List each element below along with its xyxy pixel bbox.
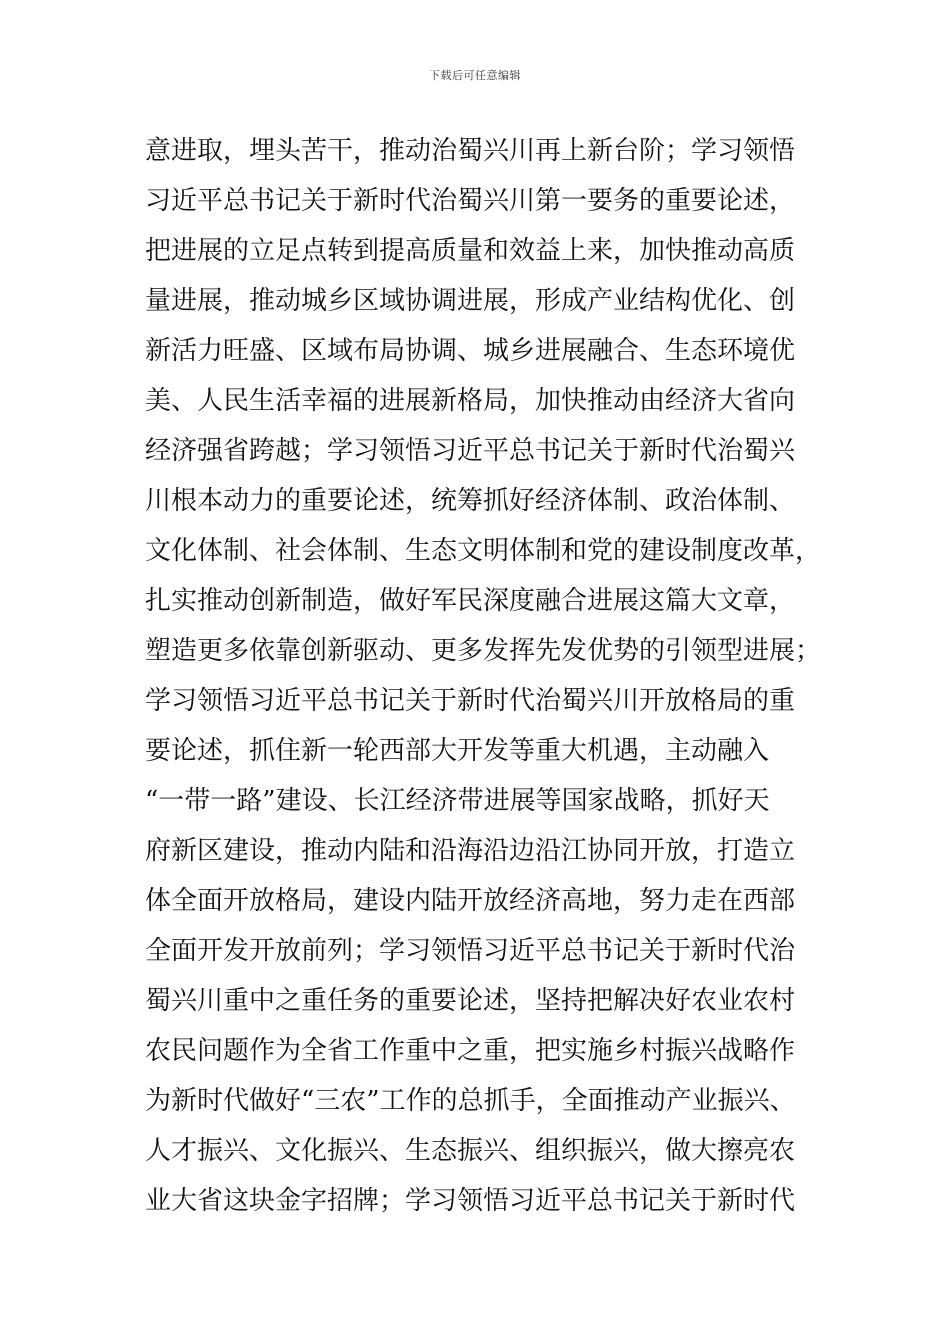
text-line: 扎实推动创新制造，做好军民深度融合进展这篇大文章，	[145, 586, 796, 616]
text-line: 经济强省跨越；学习领悟习近平总书记关于新时代治蜀兴	[145, 436, 796, 466]
text-line: 农民问题作为全省工作重中之重，把实施乡村振兴战略作	[145, 1036, 796, 1066]
body-text	[145, 126, 825, 1226]
text-line: 府新区建设，推动内陆和沿海沿边沿江协同开放，打造立	[145, 836, 796, 866]
text-line: 人才振兴、文化振兴、生态振兴、组织振兴，做大擦亮农	[145, 1136, 796, 1166]
text-line: 美、人民生活幸福的进展新格局，加快推动由经济大省向	[145, 386, 796, 416]
text-line: 为新时代做好“三农”工作的总抓手，全面推动产业振兴、	[145, 1086, 796, 1116]
text-line: 把进展的立足点转到提高质量和效益上来，加快推动高质	[145, 236, 796, 266]
text-line: 蜀兴川重中之重任务的重要论述，坚持把解决好农业农村	[145, 986, 796, 1016]
text-line: 意进取，埋头苦干，推动治蜀兴川再上新台阶；学习领悟	[145, 136, 796, 166]
text-line: 要论述，抓住新一轮西部大开发等重大机遇，主动融入	[145, 736, 770, 766]
text-line: 全面开发开放前列；学习领悟习近平总书记关于新时代治	[145, 936, 796, 966]
text-line: 业大省这块金字招牌；学习领悟习近平总书记关于新时代	[145, 1186, 796, 1216]
text-line: 文化体制、社会体制、生态文明体制和党的建设制度改革，	[145, 536, 822, 566]
text-line: 新活力旺盛、区域布局协调、城乡进展融合、生态环境优	[145, 336, 796, 366]
text-line: 学习领悟习近平总书记关于新时代治蜀兴川开放格局的重	[145, 686, 796, 716]
page-header-note: 下载后可任意编辑	[429, 69, 521, 82]
text-line: “一带一路”建设、长江经济带进展等国家战略，抓好天	[145, 786, 770, 816]
text-line: 川根本动力的重要论述，统筹抓好经济体制、政治体制、	[145, 486, 796, 516]
text-line: 体全面开放格局，建设内陆开放经济高地，努力走在西部	[145, 886, 796, 916]
text-line: 习近平总书记关于新时代治蜀兴川第一要务的重要论述，	[145, 186, 796, 216]
text-line: 塑造更多依靠创新驱动、更多发挥先发优势的引领型进展；	[145, 636, 822, 666]
text-line: 量进展，推动城乡区域协调进展，形成产业结构优化、创	[145, 286, 796, 316]
